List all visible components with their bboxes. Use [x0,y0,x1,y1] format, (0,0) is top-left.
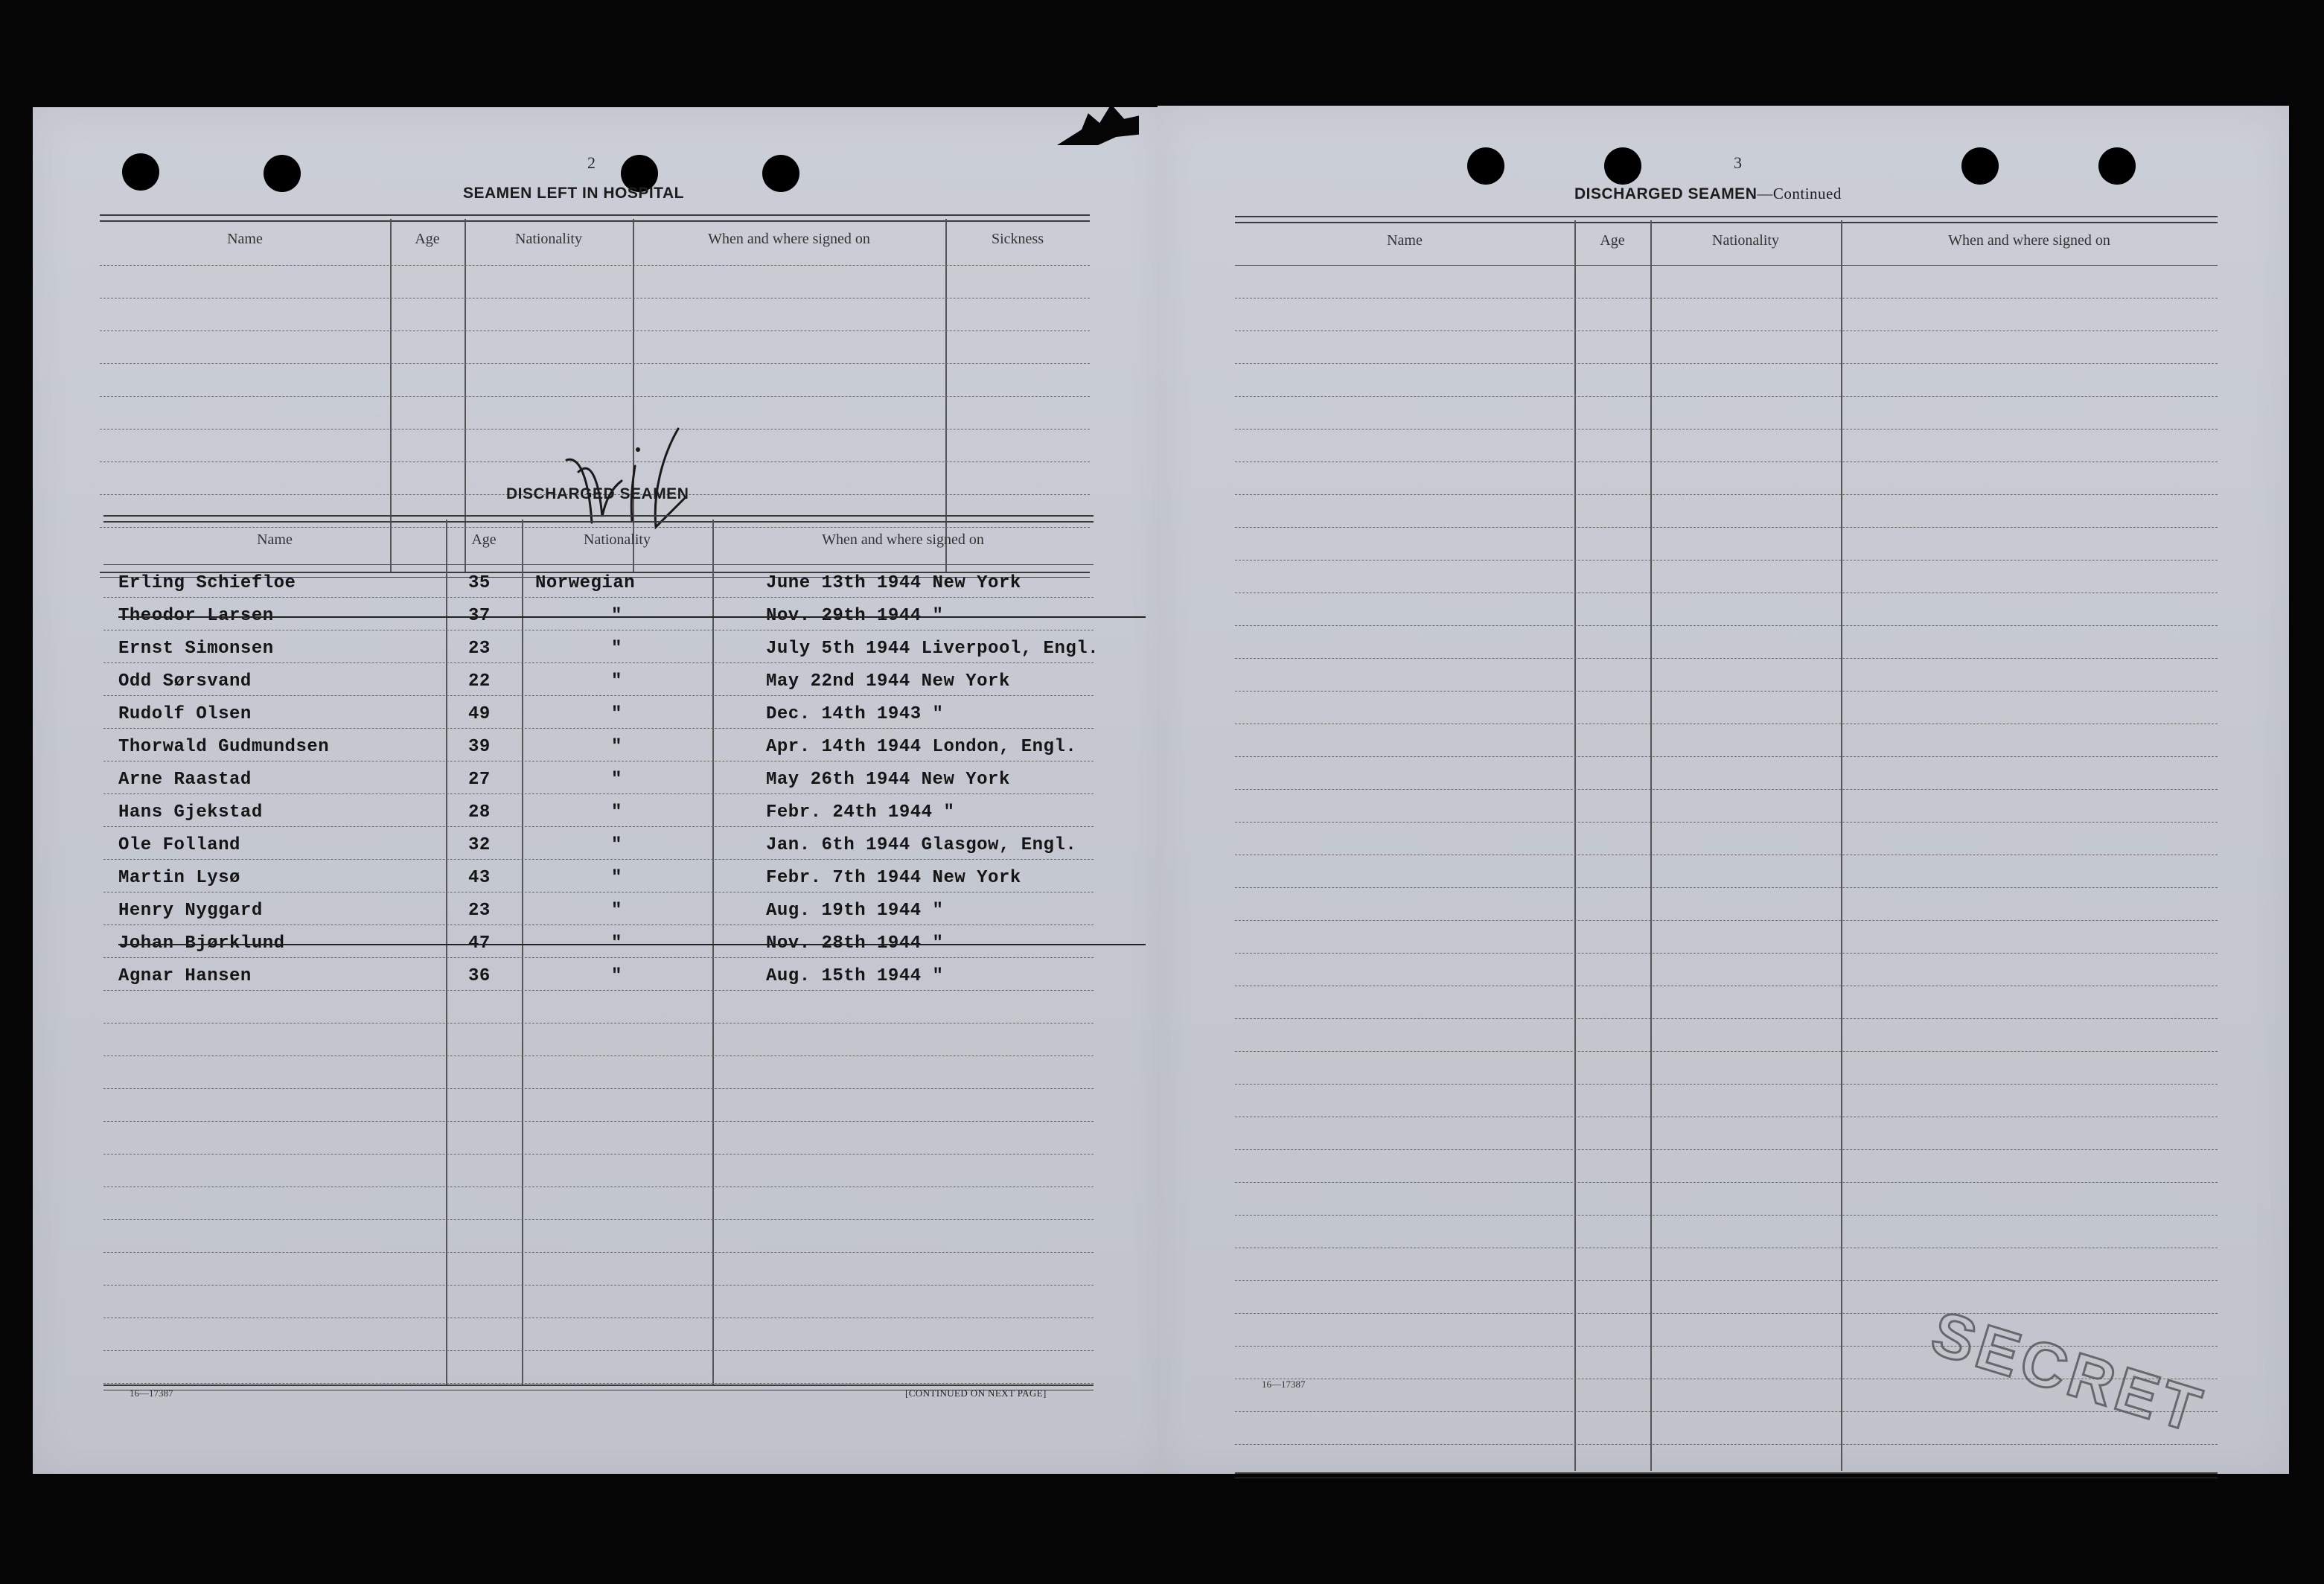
row-line [1235,330,2218,331]
col-header-sickness: Sickness [992,231,1044,247]
seaman-nationality: " [611,704,622,724]
seaman-name: Ole Folland [118,835,240,855]
row-line [103,662,1094,663]
row-line [1235,658,2218,659]
seaman-signed-on: Jan. 6th 1944 Glasgow, Engl. [766,835,1077,855]
strikethrough-line [118,616,1146,618]
row-line [1235,1215,2218,1216]
seaman-name: Arne Raastad [118,770,252,790]
binder-hole [1467,147,1504,185]
row-line [103,728,1094,729]
seaman-name: Martin Lysø [118,868,240,888]
seaman-nationality: " [611,606,622,626]
seaman-name: Ernst Simonsen [118,639,274,659]
seaman-nationality: " [611,901,622,921]
col-header-name: Name [257,531,293,548]
discharged-seamen-table [103,515,1099,1393]
seaman-nationality: " [611,737,622,757]
seaman-name: Hans Gjekstad [118,802,263,823]
row-line [1235,1182,2218,1183]
row-line [103,1350,1094,1351]
row-line [103,1154,1094,1155]
col-header-name: Name [227,231,263,247]
row-line [1235,920,2218,921]
seaman-nationality: " [611,802,622,823]
seaman-name: Thorwald Gudmundsen [118,737,330,757]
binder-hole [122,153,159,191]
seaman-age: 43 [468,868,491,888]
seaman-nationality: " [611,770,622,790]
row-line [103,957,1094,958]
right-section-title [1574,185,1842,203]
row-line [1235,691,2218,692]
seaman-age: 37 [468,606,491,626]
row-line [1235,1084,2218,1085]
right-section-title-text: DISCHARGED SEAMEN [1574,185,1758,202]
col-header-signed-on: When and where signed on [1948,232,2110,249]
row-line [103,924,1094,925]
right-section-title-suffix: —Continued [1757,185,1842,202]
seaman-name: Henry Nyggard [118,901,263,921]
row-line [103,1285,1094,1286]
row-line [103,1383,1094,1384]
binder-hole [2098,147,2136,185]
page-number: 3 [1734,153,1742,172]
row-line [103,859,1094,860]
row-line [1235,494,2218,495]
row-line [1235,887,2218,888]
binder-hole [762,155,799,192]
seaman-age: 32 [468,835,491,855]
col-header-name: Name [1387,232,1423,249]
seaman-signed-on: Dec. 14th 1943 " [766,704,944,724]
seaman-signed-on: Aug. 19th 1944 " [766,901,944,921]
row-line [1235,1313,2218,1314]
row-line [1235,625,2218,626]
seaman-signed-on: Aug. 15th 1944 " [766,966,944,986]
binder-hole [264,155,301,192]
seaman-signed-on: Apr. 14th 1944 London, Engl. [766,737,1077,757]
continued-note: [CONTINUED ON NEXT PAGE] [905,1387,1047,1399]
seaman-name: Odd Sørsvand [118,671,252,692]
seaman-age: 23 [468,901,491,921]
seaman-signed-on: May 22nd 1944 New York [766,671,1010,692]
form-number: 16—17387 [1262,1379,1306,1390]
row-line [1235,789,2218,790]
col-header-age: Age [1600,232,1625,249]
row-line [1235,822,2218,823]
row-line [1235,527,2218,528]
page-number: 2 [587,153,596,172]
col-header-nationality: Nationality [515,231,582,247]
row-line [1235,1280,2218,1281]
seaman-age: 28 [468,802,491,823]
hospital-section-title: SEAMEN LEFT IN HOSPITAL [463,185,684,202]
col-header-age: Age [415,231,440,247]
row-line [103,1219,1094,1220]
binder-hole [1604,147,1641,185]
row-line [103,1252,1094,1253]
seaman-name: Theodor Larsen [118,606,274,626]
seaman-nationality: " [611,933,622,954]
seaman-signed-on: Febr. 7th 1944 New York [766,868,1021,888]
col-header-signed-on: When and where signed on [822,531,984,548]
row-line [103,695,1094,696]
seaman-name: Agnar Hansen [118,966,252,986]
row-line [103,990,1094,991]
seaman-signed-on: May 26th 1944 New York [766,770,1010,790]
seaman-nationality: " [611,966,622,986]
form-number: 16—17387 [130,1387,173,1399]
col-header-nationality: Nationality [584,531,651,548]
row-line [1235,560,2218,561]
seaman-name: Rudolf Olsen [118,704,252,724]
row-line [1235,1444,2218,1445]
seaman-name: Johan Bjørklund [118,933,285,954]
right-page [1158,106,2289,1474]
seaman-age: 47 [468,933,491,954]
col-header-signed-on: When and where signed on [708,231,870,247]
row-line [103,793,1094,794]
discharged-continued-table [1235,216,2218,1481]
row-line [1235,396,2218,397]
seaman-signed-on: Nov. 29th 1944 " [766,606,944,626]
seaman-age: 27 [468,770,491,790]
seaman-age: 39 [468,737,491,757]
seaman-nationality: " [611,639,622,659]
seaman-age: 49 [468,704,491,724]
seaman-nationality: " [611,671,622,692]
seaman-age: 23 [468,639,491,659]
strikethrough-line [118,944,1146,945]
seaman-signed-on: Febr. 24th 1944 " [766,802,955,823]
seaman-age: 22 [468,671,491,692]
discharged-section-title: DISCHARGED SEAMEN [506,485,689,502]
row-line [1235,1149,2218,1150]
row-line [103,1121,1094,1122]
seaman-name: Erling Schiefloe [118,573,296,593]
seaman-nationality: Norwegian [535,573,636,593]
row-line [1235,953,2218,954]
binder-hole [1961,147,1999,185]
row-line [1235,1051,2218,1052]
row-line [103,826,1094,827]
seaman-signed-on: Nov. 28th 1944 " [766,933,944,954]
seaman-age: 35 [468,573,491,593]
row-line [103,597,1094,598]
row-line [1235,756,2218,757]
seaman-age: 36 [468,966,491,986]
row-line [1235,1411,2218,1412]
row-line [1235,363,2218,364]
seaman-signed-on: June 13th 1944 New York [766,573,1021,593]
seaman-signed-on: July 5th 1944 Liverpool, Engl. [766,639,1099,659]
col-header-nationality: Nationality [1712,232,1779,249]
seaman-nationality: " [611,835,622,855]
left-page [33,107,1165,1474]
secret-stamp: SECRET [1924,1297,2213,1447]
col-header-age: Age [471,531,497,548]
row-line [103,1088,1094,1089]
seaman-nationality: " [611,868,622,888]
row-line [1235,1018,2218,1019]
